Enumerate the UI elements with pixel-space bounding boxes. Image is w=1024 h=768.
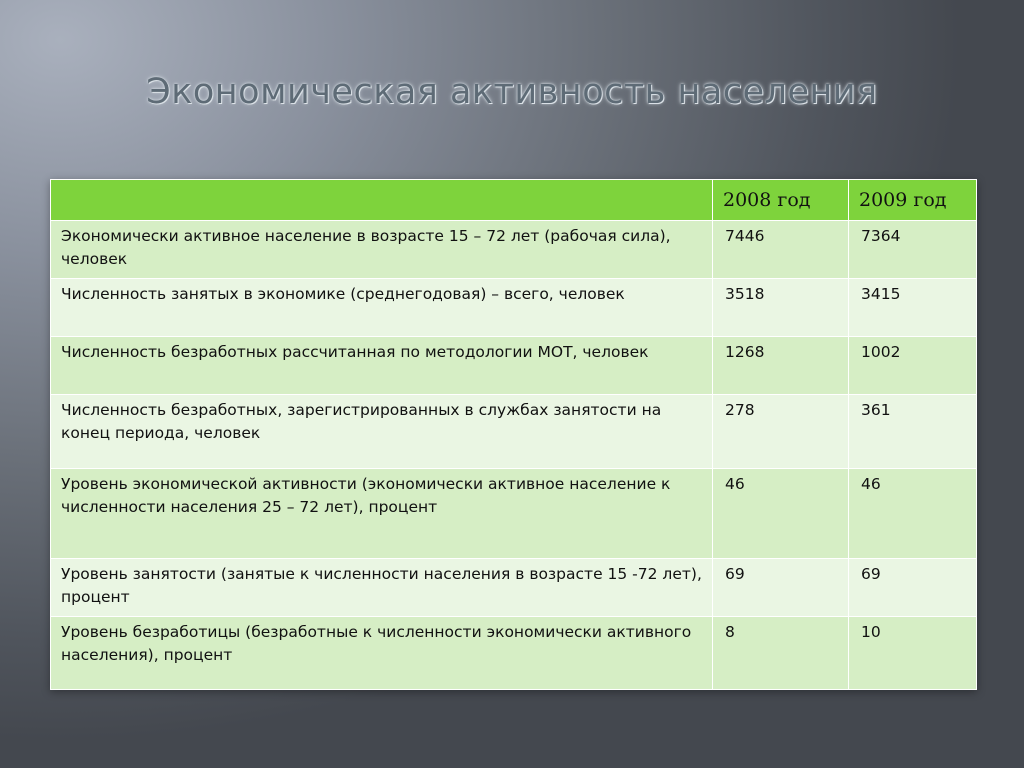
table-row xyxy=(51,279,977,337)
value-2008: 8 xyxy=(713,617,849,690)
table-row xyxy=(51,221,977,279)
table-row xyxy=(51,395,977,469)
value-2009: 1002 xyxy=(849,337,977,395)
value-2009: 10 xyxy=(849,617,977,690)
data-table xyxy=(50,179,977,690)
slide-title: Экономическая активность населения xyxy=(146,72,878,112)
row-label: Уровень безработицы (безработные к численности экономически активного населения), процент xyxy=(51,617,713,690)
table-row xyxy=(51,559,977,617)
value-2008: 46 xyxy=(713,469,849,559)
table-row xyxy=(51,469,977,559)
value-2008: 278 xyxy=(713,395,849,469)
table-header-row xyxy=(51,180,977,221)
table-row xyxy=(51,617,977,690)
row-label: Численность безработных, зарегистрированных в службах занятости на конец периода, человек xyxy=(51,395,713,469)
value-2008: 69 xyxy=(713,559,849,617)
value-2009: 361 xyxy=(849,395,977,469)
value-2008: 1268 xyxy=(713,337,849,395)
row-label: Уровень экономической активности (экономически активное население к численности населения 25 – 72 лет), процент xyxy=(51,469,713,559)
row-label: Уровень занятости (занятые к численности населения в возрасте 15 -72 лет), процент xyxy=(51,559,713,617)
value-2008: 7446 xyxy=(713,221,849,279)
table-row xyxy=(51,337,977,395)
value-2008: 3518 xyxy=(713,279,849,337)
row-label: Экономически активное население в возрасте 15 – 72 лет (рабочая сила), человек xyxy=(51,221,713,279)
value-2009: 7364 xyxy=(849,221,977,279)
header-cell-2009: 2009 год xyxy=(849,180,977,221)
value-2009: 69 xyxy=(849,559,977,617)
header-cell-empty xyxy=(51,180,713,221)
value-2009: 46 xyxy=(849,469,977,559)
row-label: Численность занятых в экономике (среднегодовая) – всего, человек xyxy=(51,279,713,337)
value-2009: 3415 xyxy=(849,279,977,337)
header-cell-2008: 2008 год xyxy=(713,180,849,221)
row-label: Численность безработных рассчитанная по методологии МОТ, человек xyxy=(51,337,713,395)
